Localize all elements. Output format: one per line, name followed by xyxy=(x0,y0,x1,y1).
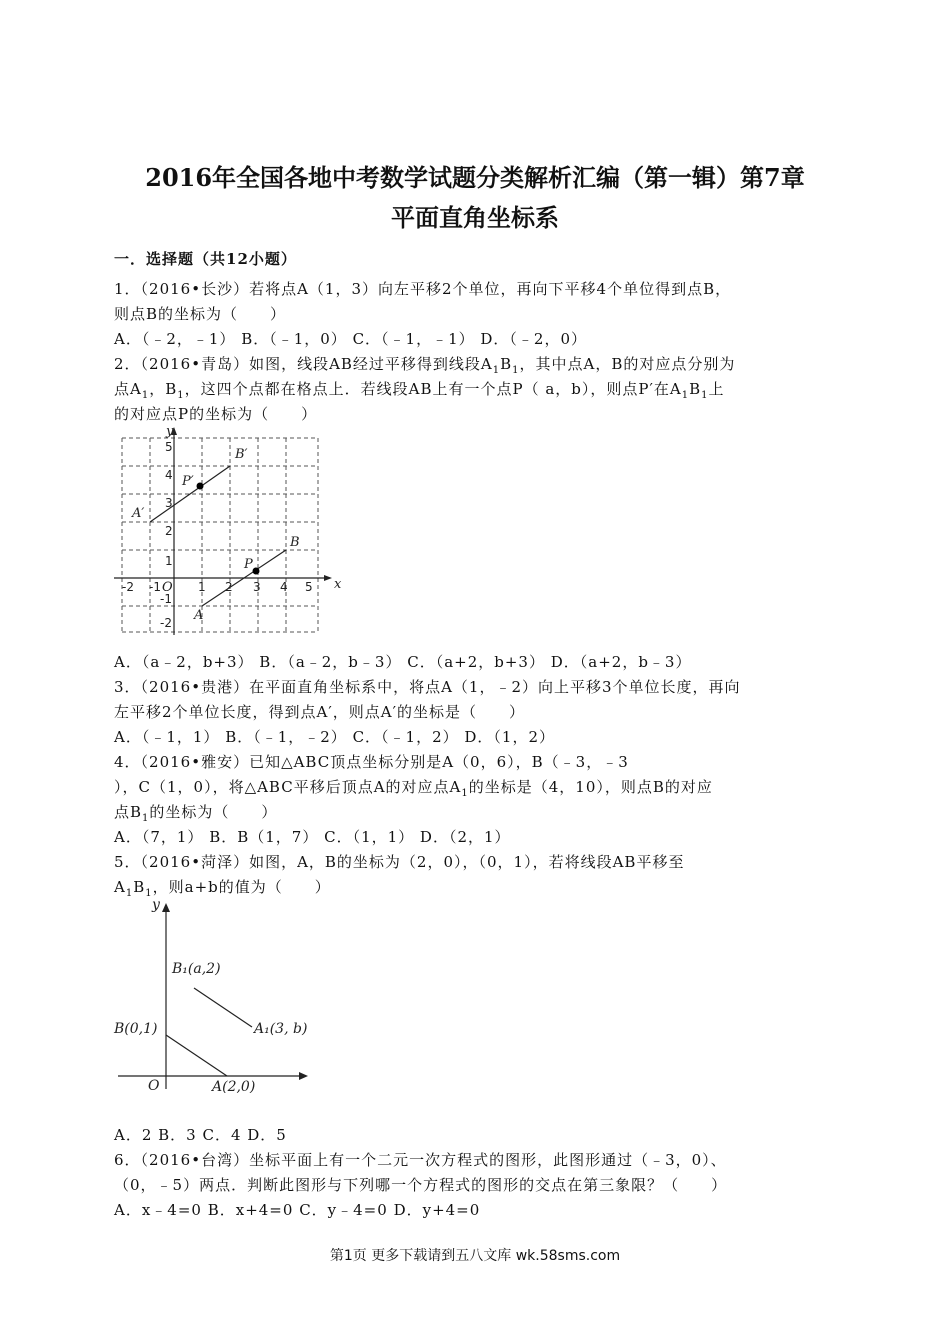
page-footer: 第1页 更多下载请到五八文库 wk.58sms.com xyxy=(329,1248,621,1264)
x-tick: 1 xyxy=(198,580,206,594)
segment-ab xyxy=(166,1035,227,1076)
y-label: y xyxy=(166,425,174,439)
segment-a1b1 xyxy=(194,988,252,1027)
q2-options: A．（a﹣2，b+3） B．（a﹣2，b﹣3） C．（a+2，b+3） D．（a+2，b﹣3） xyxy=(114,653,692,671)
q4-line1: 4．（2016•雅安）已知△ABC顶点坐标分别是A（0，6），B（﹣3，﹣3 xyxy=(114,753,629,771)
q1-line1: 1．（2016•长沙）若将点A（1，3）向左平移2个单位，再向下平移4个单位得到点B， xyxy=(114,280,732,298)
x-tick: -2 xyxy=(122,580,134,594)
x-label: x xyxy=(334,577,342,592)
q3-options: A．（﹣1，1） B．（﹣1，﹣2） C．（﹣1，2） D．（1，2） xyxy=(114,728,556,746)
section-heading: 一．选择题（共12小题） xyxy=(114,250,297,268)
label-b: B xyxy=(290,535,300,550)
q2-grid-figure xyxy=(112,425,344,640)
page-title: 2016年全国各地中考数学试题分类解析汇编（第一辑）第7章 xyxy=(145,163,805,192)
x-tick: 3 xyxy=(253,580,261,594)
x-tick: 5 xyxy=(305,580,313,594)
point-p xyxy=(253,568,260,575)
label-a-prime: A′ xyxy=(132,506,145,521)
q6-line1: 6．（2016•台湾）坐标平面上有一个二元一次方程式的图形，此图形通过（﹣3，0）、 xyxy=(114,1151,727,1169)
q5-figure xyxy=(110,893,315,1093)
label-b: B(0,1) xyxy=(114,1021,158,1037)
q4-line2: ），C（1，0），将△ABC平移后顶点A的对应点$A_1$的坐标是（4，10），则点B的对应 xyxy=(114,778,713,799)
label-p: P xyxy=(244,557,253,572)
q1-options: A．（﹣2，﹣1） B．（﹣1，0） C．（﹣1，﹣1） D．（﹣2，0） xyxy=(114,330,588,348)
q4-line3: 点$B_1$的坐标为（ ） xyxy=(114,803,278,824)
q5-line1: 5．（2016•菏泽）如图，A，B的坐标为（2，0），（0，1），若将线段AB平移至 xyxy=(114,853,685,871)
label-b1: B₁(a,2) xyxy=(172,961,221,977)
q1-line2: 则点B的坐标为（ ） xyxy=(114,305,287,323)
y-tick: 4 xyxy=(165,468,173,482)
q4-options: A．（7，1） B．B（1，7） C．（1，1） D．（2，1） xyxy=(114,828,511,846)
label-p-prime: P′ xyxy=(182,474,194,489)
label-a: A(2,0) xyxy=(212,1079,256,1093)
x-tick: -1 xyxy=(149,580,161,594)
q2-line2: 点$A_1$，$B_1$，这四个点都在格点上．若线段AB上有一个点P（ a，b），则点P′在$A_1B_1$上 xyxy=(114,380,725,401)
q2-line1: 2．（2016•青岛）如图，线段AB经过平移得到线段$A_1B_1$，其中点A，B的对应点分别为 xyxy=(114,355,736,376)
q5-options: A．2 B．3 C．4 D．5 xyxy=(114,1126,287,1144)
q3-line1: 3．（2016•贵港）在平面直角坐标系中，将点A（1，﹣2）向上平移3个单位长度，再向 xyxy=(114,678,741,696)
label-a1: A₁(3, b) xyxy=(254,1021,308,1037)
y-tick: 3 xyxy=(165,496,173,510)
page-subtitle: 平面直角坐标系 xyxy=(391,203,559,232)
y-tick: -2 xyxy=(160,616,172,630)
q3-line2: 左平移2个单位长度，得到点A′，则点A′的坐标是（ ） xyxy=(114,703,526,721)
y-tick: 1 xyxy=(165,554,173,568)
q6-line2: （0，﹣5）两点．判断此图形与下列哪一个方程式的图形的交点在第三象限？（ ） xyxy=(114,1176,728,1194)
y-label: y xyxy=(152,897,160,913)
label-b-prime: B′ xyxy=(235,447,248,462)
point-p-prime xyxy=(197,483,204,490)
y-tick: -1 xyxy=(160,592,172,606)
q5-line2: $A_1B_1$，则a+b的值为（ ） xyxy=(114,878,331,899)
x-tick: 4 xyxy=(280,580,288,594)
q2-line3: 的对应点P的坐标为（ ） xyxy=(114,405,318,423)
label-a: A xyxy=(194,608,204,623)
x-tick: 2 xyxy=(225,580,233,594)
origin-label: O xyxy=(148,1078,160,1093)
origin-label: O xyxy=(162,580,173,595)
q6-options: A．x﹣4=0 B．x+4=0 C．y﹣4=0 D．y+4=0 xyxy=(114,1201,481,1219)
y-tick: 5 xyxy=(165,440,173,454)
y-tick: 2 xyxy=(165,524,173,538)
